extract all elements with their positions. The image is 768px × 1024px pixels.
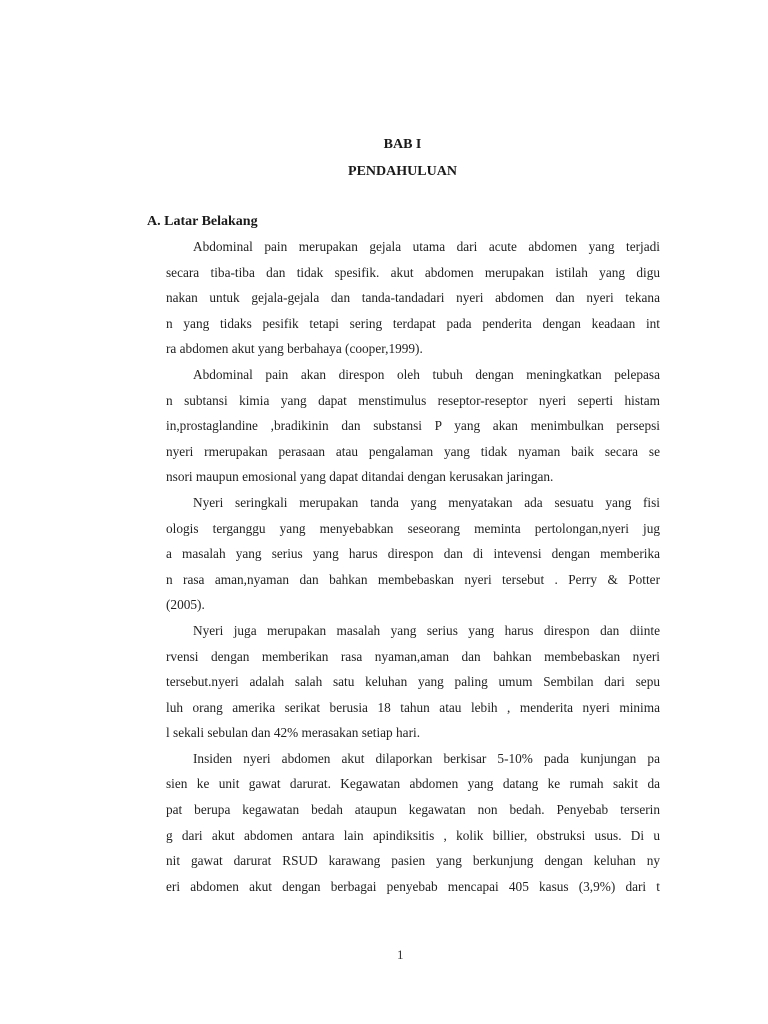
paragraph-line: n yang tidaks pesifik tetapi sering terdapat pada penderita dengan keadaan int	[166, 315, 660, 331]
paragraph-line: g dari akut abdomen antara lain apindiksitis , kolik billier, obstruksi usus. Di u	[166, 827, 660, 843]
paragraph-line: rvensi dengan memberikan rasa nyaman,aman dan bahkan membebaskan nyeri	[166, 648, 660, 664]
paragraph-line: luh orang amerika serikat berusia 18 tahun atau lebih , menderita nyeri minima	[166, 699, 660, 715]
paragraph-line: a masalah yang serius yang harus direspon dan di intevensi dengan memberika	[166, 546, 660, 562]
paragraph-line: Nyeri seringkali merupakan tanda yang menyatakan ada sesuatu yang fisi	[193, 494, 660, 510]
paragraph-line: Abdominal pain merupakan gejala utama dari acute abdomen yang terjadi	[193, 239, 660, 254]
paragraph-line: pat berupa kegawatan bedah ataupun kegawatan non bedah. Penyebab terserin	[166, 802, 660, 818]
body-text	[166, 238, 660, 903]
page-number: 1	[397, 947, 404, 962]
paragraph-line: ra abdomen akut yang berbahaya (cooper,1999).	[166, 341, 423, 357]
paragraph-line: n subtansi kimia yang dapat menstimulus reseptor-reseptor nyeri seperti histam	[166, 392, 660, 408]
paragraph-line: sien ke unit gawat darurat. Kegawatan abdomen yang datang ke rumah sakit da	[166, 776, 660, 792]
section-heading: A. Latar Belakang	[147, 214, 258, 229]
paragraph-line: Nyeri juga merupakan masalah yang serius yang harus direspon dan diinte	[193, 622, 660, 638]
paragraph-line: nit gawat darurat RSUD karawang pasien yang berkunjung dengan keluhan ny	[166, 853, 660, 869]
paragraph-5	[166, 750, 660, 904]
paragraph-line: nsori maupun emosional yang dapat ditandai dengan kerusakan jaringan.	[166, 469, 554, 485]
paragraph-4	[166, 622, 660, 750]
paragraph-line: l sekali sebulan dan 42% merasakan setiap hari.	[166, 725, 421, 741]
paragraph-line: nyeri rmerupakan perasaan atau pengalaman yang tidak nyaman baik secara se	[166, 443, 660, 459]
paragraph-line: (2005).	[166, 597, 205, 613]
paragraph-2	[166, 366, 660, 494]
paragraph-line: eri abdomen akut dengan berbagai penyebab mencapai 405 kasus (3,9%) dari t	[166, 878, 660, 894]
paragraph-line: in,prostaglandine ,bradikinin dan substansi P yang akan menimbulkan persepsi	[166, 418, 660, 434]
paragraph-line: nakan untuk gejala-gejala dan tanda-tandadari nyeri abdomen dan nyeri tekana	[166, 290, 660, 306]
chapter-number: BAB I	[383, 137, 422, 152]
chapter-title: PENDAHULUAN	[348, 164, 457, 179]
paragraph-line: Abdominal pain akan direspon oleh tubuh dengan meningkatkan pelepasa	[193, 366, 660, 382]
paragraph-line: Insiden nyeri abdomen akut dilaporkan berkisar 5-10% pada kunjungan pa	[193, 750, 660, 766]
paragraph-line: tersebut.nyeri adalah salah satu keluhan yang paling umum Sembilan dari sepu	[166, 674, 660, 690]
paragraph-1	[166, 238, 660, 366]
paragraph-line: ologis terganggu yang menyebabkan seseorang meminta pertolongan,nyeri jug	[166, 520, 660, 536]
paragraph-3	[166, 494, 660, 622]
paragraph-line: n rasa aman,nyaman dan bahkan membebaskan nyeri tersebut . Perry & Potter	[166, 571, 660, 587]
paragraph-line: secara tiba-tiba dan tidak spesifik. akut abdomen merupakan istilah yang digu	[166, 264, 660, 280]
